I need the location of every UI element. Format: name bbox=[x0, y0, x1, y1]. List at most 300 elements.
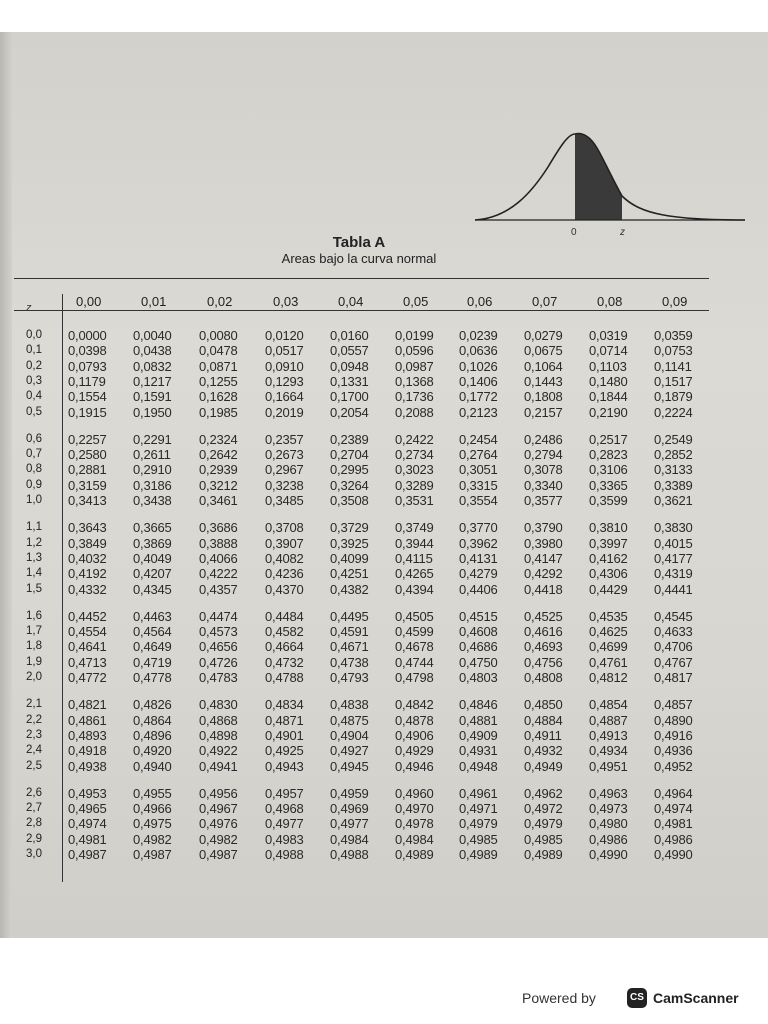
table-cell: 0,3212 bbox=[199, 477, 238, 493]
table-cell: 0,3577 bbox=[524, 493, 563, 508]
table-cell: 0,4960 bbox=[395, 785, 434, 801]
table-cell: 0,4989 bbox=[524, 847, 563, 862]
table-cell: 0,4896 bbox=[133, 727, 172, 743]
table-cell: 0,1915 bbox=[68, 404, 107, 420]
table-cell: 0,4968 bbox=[265, 801, 304, 817]
table-cell: 0,3907 bbox=[265, 535, 304, 551]
z-value-label: 1,4 bbox=[26, 567, 42, 580]
table-cell: 0,3888 bbox=[199, 535, 238, 551]
table-cell: 0,4945 bbox=[330, 758, 369, 774]
column-header: 0,07 bbox=[532, 294, 558, 309]
table-cell: 0,4418 bbox=[524, 581, 563, 597]
table-cell: 0,4893 bbox=[68, 727, 107, 743]
z-column-header: z bbox=[26, 302, 32, 314]
table-cell: 0,0636 bbox=[459, 343, 498, 359]
table-cell: 0,3531 bbox=[395, 493, 434, 508]
table-cell: 0,4956 bbox=[199, 785, 238, 801]
table-cell: 0,4982 bbox=[133, 831, 172, 847]
table-cell: 0,3289 bbox=[395, 477, 434, 493]
table-cell: 0,4772 bbox=[68, 670, 107, 685]
table-cell: 0,4850 bbox=[524, 697, 563, 713]
table-cell: 0,2881 bbox=[68, 462, 107, 478]
column-header: 0,02 bbox=[207, 294, 233, 309]
table-cell: 0,4940 bbox=[133, 758, 172, 774]
table-cell: 0,0910 bbox=[265, 358, 304, 374]
table-cell: 0,2257 bbox=[68, 431, 107, 447]
table-cell: 0,4192 bbox=[68, 566, 107, 582]
table-cell: 0,2019 bbox=[265, 404, 304, 420]
table-cell: 0,0557 bbox=[330, 343, 369, 359]
table-cell: 0,4573 bbox=[199, 624, 238, 640]
table-cell: 0,4884 bbox=[524, 712, 563, 728]
table-cell: 0,4207 bbox=[133, 566, 172, 582]
table-cell: 0,4671 bbox=[330, 639, 369, 655]
camscanner-brand: CamScanner bbox=[653, 990, 739, 1006]
table-cell: 0,4236 bbox=[265, 566, 304, 582]
table-cell: 0,1141 bbox=[654, 358, 692, 374]
table-cell: 0,4961 bbox=[459, 785, 498, 801]
table-cell: 0,3749 bbox=[395, 520, 434, 536]
table-cell: 0,2486 bbox=[524, 431, 563, 447]
table-cell: 0,3461 bbox=[199, 493, 238, 508]
table-cell: 0,1879 bbox=[654, 389, 693, 405]
table-cell: 0,4370 bbox=[265, 581, 304, 597]
table-cell: 0,4966 bbox=[133, 801, 172, 817]
table-cell: 0,4904 bbox=[330, 727, 369, 743]
table-cell: 0,2939 bbox=[199, 462, 238, 478]
table-cell: 0,0948 bbox=[330, 358, 369, 374]
table-cell: 0,1844 bbox=[589, 389, 628, 405]
table-cell: 0,0279 bbox=[524, 328, 563, 343]
table-cell: 0,2389 bbox=[330, 431, 369, 447]
table-cell: 0,2190 bbox=[589, 404, 628, 420]
page-binding-edge bbox=[0, 32, 12, 938]
table-cell: 0,4616 bbox=[524, 624, 563, 640]
table-cell: 0,4984 bbox=[395, 831, 434, 847]
table-cell: 0,4881 bbox=[459, 712, 498, 728]
table-cell: 0,3133 bbox=[654, 462, 693, 478]
z-value-label: 1,0 bbox=[26, 494, 42, 506]
table-cell: 0,1480 bbox=[589, 373, 628, 389]
table-cell: 0,4965 bbox=[68, 801, 107, 817]
z-value-label: 1,6 bbox=[26, 609, 42, 622]
column-header: 0,09 bbox=[662, 294, 688, 309]
table-cell: 0,4875 bbox=[330, 712, 369, 728]
table-cell: 0,4147 bbox=[524, 550, 563, 566]
table-cell: 0,4934 bbox=[589, 743, 628, 759]
axis-label-z: z bbox=[620, 227, 625, 238]
table-cell: 0,4778 bbox=[133, 670, 172, 685]
table-cell: 0,0080 bbox=[199, 328, 238, 343]
table-cell: 0,4842 bbox=[395, 697, 434, 713]
table-cell: 0,1293 bbox=[265, 373, 304, 389]
table-cell: 0,4082 bbox=[265, 550, 304, 566]
table-cell: 0,3708 bbox=[265, 520, 304, 536]
z-value-label: 2,1 bbox=[26, 698, 42, 711]
z-value-label: 0,0 bbox=[26, 329, 42, 341]
table-cell: 0,3159 bbox=[68, 477, 107, 493]
table-cell: 0,4713 bbox=[68, 654, 107, 670]
table-cell: 0,4979 bbox=[459, 816, 498, 832]
table-cell: 0,4970 bbox=[395, 801, 434, 817]
z-value-label: 2,4 bbox=[26, 744, 42, 757]
table-cell: 0,0987 bbox=[395, 358, 434, 374]
axis-label-zero: 0 bbox=[571, 227, 577, 238]
table-cell: 0,4332 bbox=[68, 581, 107, 597]
table-cell: 0,4975 bbox=[133, 816, 172, 832]
table-cell: 0,3438 bbox=[133, 493, 172, 508]
table-cell: 0,4864 bbox=[133, 712, 172, 728]
table-cell: 0,1217 bbox=[133, 373, 172, 389]
table-cell: 0,0160 bbox=[330, 328, 369, 343]
table-cell: 0,4941 bbox=[199, 758, 238, 774]
table-cell: 0,4706 bbox=[654, 639, 693, 655]
table-cell: 0,4857 bbox=[654, 697, 693, 713]
table-cell: 0,4834 bbox=[265, 697, 304, 713]
table-cell: 0,3925 bbox=[330, 535, 369, 551]
table-cell: 0,0832 bbox=[133, 358, 172, 374]
table-cell: 0,2088 bbox=[395, 404, 434, 420]
table-cell: 0,3621 bbox=[654, 493, 693, 508]
table-cell: 0,4990 bbox=[654, 847, 693, 862]
table-cell: 0,2324 bbox=[199, 431, 238, 447]
table-cell: 0,4131 bbox=[459, 550, 498, 566]
table-cell: 0,4783 bbox=[199, 670, 238, 685]
table-cell: 0,4959 bbox=[330, 785, 369, 801]
table-cell: 0,4345 bbox=[133, 581, 172, 597]
table-cell: 0,4949 bbox=[524, 758, 563, 774]
table-cell: 0,4686 bbox=[459, 639, 498, 655]
table-cell: 0,1628 bbox=[199, 389, 238, 405]
table-cell: 0,4979 bbox=[524, 816, 563, 832]
z-value-label: 1,9 bbox=[26, 655, 42, 668]
table-cell: 0,4938 bbox=[68, 758, 107, 774]
table-cell: 0,4957 bbox=[265, 785, 304, 801]
z-value-label: 0,1 bbox=[26, 344, 42, 357]
z-value-label: 0,3 bbox=[26, 374, 42, 387]
table-cell: 0,4931 bbox=[459, 743, 498, 759]
z-value-label: 3,0 bbox=[26, 848, 42, 860]
table-cell: 0,4656 bbox=[199, 639, 238, 655]
table-cell: 0,3980 bbox=[524, 535, 563, 551]
table-cell: 0,3686 bbox=[199, 520, 238, 536]
powered-by-text: Powered by bbox=[522, 990, 596, 1006]
table-cell: 0,4909 bbox=[459, 727, 498, 743]
table-cell: 0,4976 bbox=[199, 816, 238, 832]
column-header: 0,00 bbox=[76, 294, 102, 309]
table-cell: 0,4719 bbox=[133, 654, 172, 670]
table-cell: 0,4927 bbox=[330, 743, 369, 759]
table-cell: 0,1700 bbox=[330, 389, 369, 405]
table-cell: 0,4962 bbox=[524, 785, 563, 801]
table-cell: 0,3599 bbox=[589, 493, 628, 508]
table-cell: 0,2157 bbox=[524, 404, 563, 420]
table-cell: 0,4726 bbox=[199, 654, 238, 670]
z-value-label: 2,0 bbox=[26, 671, 42, 683]
table-cell: 0,4980 bbox=[589, 816, 628, 832]
table-cell: 0,0438 bbox=[133, 343, 172, 359]
table-cell: 0,4394 bbox=[395, 581, 434, 597]
table-cell: 0,4974 bbox=[68, 816, 107, 832]
table-cell: 0,0319 bbox=[589, 328, 628, 343]
table-subtitle: Areas bajo la curva normal bbox=[281, 251, 437, 266]
table-cell: 0,2422 bbox=[395, 431, 434, 447]
table-cell: 0,4985 bbox=[524, 831, 563, 847]
table-cell: 0,1064 bbox=[524, 358, 563, 374]
table-cell: 0,0753 bbox=[654, 343, 693, 359]
table-cell: 0,4515 bbox=[459, 608, 498, 624]
table-cell: 0,1985 bbox=[199, 404, 238, 420]
table-cell: 0,4963 bbox=[589, 785, 628, 801]
table-cell: 0,4699 bbox=[589, 639, 628, 655]
table-cell: 0,0040 bbox=[133, 328, 172, 343]
table-cell: 0,2611 bbox=[133, 447, 171, 463]
z-value-label: 0,9 bbox=[26, 478, 42, 491]
table-cell: 0,1026 bbox=[459, 358, 498, 374]
table-cell: 0,3023 bbox=[395, 462, 434, 478]
table-cell: 0,4990 bbox=[589, 847, 628, 862]
table-cell: 0,4750 bbox=[459, 654, 498, 670]
z-value-label: 2,6 bbox=[26, 786, 42, 799]
table-cell: 0,4920 bbox=[133, 743, 172, 759]
column-header: 0,06 bbox=[467, 294, 493, 309]
table-cell: 0,4986 bbox=[654, 831, 693, 847]
table-cell: 0,4977 bbox=[330, 816, 369, 832]
z-value-label: 0,2 bbox=[26, 359, 42, 372]
table-cell: 0,0120 bbox=[265, 328, 304, 343]
table-cell: 0,4382 bbox=[330, 581, 369, 597]
table-cell: 0,4693 bbox=[524, 639, 563, 655]
table-cell: 0,2995 bbox=[330, 462, 369, 478]
table-cell: 0,4177 bbox=[654, 550, 693, 566]
table-cell: 0,4793 bbox=[330, 670, 369, 685]
table-cell: 0,2580 bbox=[68, 447, 107, 463]
table-cell: 0,4066 bbox=[199, 550, 238, 566]
z-value-label: 1,2 bbox=[26, 536, 42, 549]
table-cell: 0,4967 bbox=[199, 801, 238, 817]
z-value-label: 2,3 bbox=[26, 728, 42, 741]
column-header: 0,05 bbox=[403, 294, 429, 309]
table-cell: 0,0239 bbox=[459, 328, 498, 343]
table-cell: 0,1736 bbox=[395, 389, 434, 405]
table-cell: 0,4984 bbox=[330, 831, 369, 847]
table-cell: 0,4495 bbox=[330, 608, 369, 624]
table-cell: 0,4972 bbox=[524, 801, 563, 817]
table-cell: 0,4633 bbox=[654, 624, 693, 640]
table-cell: 0,2910 bbox=[133, 462, 172, 478]
table-cell: 0,2549 bbox=[654, 431, 693, 447]
table-cell: 0,4484 bbox=[265, 608, 304, 624]
table-cell: 0,4115 bbox=[395, 550, 433, 566]
table-cell: 0,3413 bbox=[68, 493, 107, 508]
table-cell: 0,1255 bbox=[199, 373, 238, 389]
table-cell: 0,4732 bbox=[265, 654, 304, 670]
table-cell: 0,4989 bbox=[459, 847, 498, 862]
table-cell: 0,4838 bbox=[330, 697, 369, 713]
table-cell: 0,4890 bbox=[654, 712, 693, 728]
table-cell: 0,4969 bbox=[330, 801, 369, 817]
table-cell: 0,3106 bbox=[589, 462, 628, 478]
table-cell: 0,4319 bbox=[654, 566, 693, 582]
z-value-label: 1,8 bbox=[26, 640, 42, 653]
table-cell: 0,4406 bbox=[459, 581, 498, 597]
normal-curve-figure bbox=[470, 122, 750, 242]
z-value-label: 2,5 bbox=[26, 759, 42, 772]
z-value-label: 0,4 bbox=[26, 390, 42, 403]
table-cell: 0,4971 bbox=[459, 801, 498, 817]
table-cell: 0,2967 bbox=[265, 462, 304, 478]
table-cell: 0,1591 bbox=[133, 389, 172, 405]
table-cell: 0,4817 bbox=[654, 670, 693, 685]
table-cell: 0,2224 bbox=[654, 404, 693, 420]
column-header: 0,03 bbox=[273, 294, 299, 309]
table-cell: 0,3078 bbox=[524, 462, 563, 478]
table-cell: 0,1517 bbox=[654, 373, 693, 389]
table-cell: 0,4913 bbox=[589, 727, 628, 743]
table-cell: 0,4015 bbox=[654, 535, 693, 551]
table-title: Tabla A bbox=[332, 234, 386, 251]
table-cell: 0,1772 bbox=[459, 389, 498, 405]
table-cell: 0,4974 bbox=[654, 801, 693, 817]
table-cell: 0,4803 bbox=[459, 670, 498, 685]
table-cell: 0,4545 bbox=[654, 608, 693, 624]
table-cell: 0,4505 bbox=[395, 608, 434, 624]
table-cell: 0,4826 bbox=[133, 697, 172, 713]
table-cell: 0,3389 bbox=[654, 477, 693, 493]
table-cell: 0,4986 bbox=[589, 831, 628, 847]
table-cell: 0,4608 bbox=[459, 624, 498, 640]
z-value-label: 0,8 bbox=[26, 463, 42, 476]
table-cell: 0,4987 bbox=[133, 847, 172, 862]
table-cell: 0,2704 bbox=[330, 447, 369, 463]
table-cell: 0,1443 bbox=[524, 373, 563, 389]
table-cell: 0,4906 bbox=[395, 727, 434, 743]
table-cell: 0,4983 bbox=[265, 831, 304, 847]
table-cell: 0,1808 bbox=[524, 389, 563, 405]
table-cell: 0,3643 bbox=[68, 520, 107, 536]
z-value-label: 1,5 bbox=[26, 582, 42, 595]
z-value-label: 0,7 bbox=[26, 448, 42, 461]
table-cell: 0,3665 bbox=[133, 520, 172, 536]
z-column-divider bbox=[62, 294, 63, 882]
table-cell: 0,4821 bbox=[68, 697, 107, 713]
table-cell: 0,4985 bbox=[459, 831, 498, 847]
table-cell: 0,4925 bbox=[265, 743, 304, 759]
table-cell: 0,4525 bbox=[524, 608, 563, 624]
table-cell: 0,4761 bbox=[589, 654, 628, 670]
table-cell: 0,3997 bbox=[589, 535, 628, 551]
table-cell: 0,4936 bbox=[654, 743, 693, 759]
table-cell: 0,0871 bbox=[199, 358, 238, 374]
table-cell: 0,4292 bbox=[524, 566, 563, 582]
table-cell: 0,4641 bbox=[68, 639, 107, 655]
table-cell: 0,4554 bbox=[68, 624, 107, 640]
table-cell: 0,4981 bbox=[68, 831, 107, 847]
table-cell: 0,4861 bbox=[68, 712, 107, 728]
z-value-label: 2,7 bbox=[26, 802, 42, 815]
table-cell: 0,4599 bbox=[395, 624, 434, 640]
table-cell: 0,0517 bbox=[265, 343, 304, 359]
table-cell: 0,3944 bbox=[395, 535, 434, 551]
table-cell: 0,4973 bbox=[589, 801, 628, 817]
table-cell: 0,4978 bbox=[395, 816, 434, 832]
table-cell: 0,0359 bbox=[654, 328, 693, 343]
table-cell: 0,4981 bbox=[654, 816, 693, 832]
table-cell: 0,2357 bbox=[265, 431, 304, 447]
z-value-label: 2,9 bbox=[26, 832, 42, 845]
table-cell: 0,4943 bbox=[265, 758, 304, 774]
table-cell: 0,4887 bbox=[589, 712, 628, 728]
table-cell: 0,3238 bbox=[265, 477, 304, 493]
table-cell: 0,4452 bbox=[68, 608, 107, 624]
shaded-area bbox=[575, 134, 622, 220]
table-cell: 0,1368 bbox=[395, 373, 434, 389]
table-cell: 0,4738 bbox=[330, 654, 369, 670]
table-cell: 0,4678 bbox=[395, 639, 434, 655]
table-cell: 0,3770 bbox=[459, 520, 498, 536]
header-rule bbox=[14, 310, 709, 311]
table-cell: 0,4982 bbox=[199, 831, 238, 847]
table-cell: 0,3830 bbox=[654, 520, 693, 536]
table-cell: 0,4901 bbox=[265, 727, 304, 743]
table-cell: 0,4306 bbox=[589, 566, 628, 582]
table-cell: 0,4988 bbox=[265, 847, 304, 862]
table-cell: 0,3485 bbox=[265, 493, 304, 508]
table-cell: 0,1950 bbox=[133, 404, 172, 420]
table-cell: 0,2642 bbox=[199, 447, 238, 463]
table-cell: 0,4429 bbox=[589, 581, 628, 597]
table-cell: 0,4049 bbox=[133, 550, 172, 566]
table-cell: 0,4932 bbox=[524, 743, 563, 759]
table-cell: 0,4977 bbox=[265, 816, 304, 832]
table-cell: 0,4871 bbox=[265, 712, 304, 728]
table-cell: 0,3264 bbox=[330, 477, 369, 493]
table-cell: 0,4625 bbox=[589, 624, 628, 640]
table-cell: 0,0675 bbox=[524, 343, 563, 359]
z-value-label: 0,5 bbox=[26, 405, 42, 418]
table-cell: 0,4987 bbox=[199, 847, 238, 862]
z-value-label: 1,3 bbox=[26, 551, 42, 564]
table-cell: 0,4911 bbox=[524, 727, 562, 743]
table-cell: 0,3315 bbox=[459, 477, 498, 493]
top-rule bbox=[14, 278, 709, 279]
table-cell: 0,3051 bbox=[459, 462, 498, 478]
table-cell: 0,4162 bbox=[589, 550, 628, 566]
table-cell: 0,4812 bbox=[589, 670, 628, 685]
z-value-label: 0,6 bbox=[26, 432, 42, 445]
table-cell: 0,4798 bbox=[395, 670, 434, 685]
table-cell: 0,4357 bbox=[199, 581, 238, 597]
table-cell: 0,4878 bbox=[395, 712, 434, 728]
table-cell: 0,4952 bbox=[654, 758, 693, 774]
table-cell: 0,4649 bbox=[133, 639, 172, 655]
table-cell: 0,4922 bbox=[199, 743, 238, 759]
table-cell: 0,4582 bbox=[265, 624, 304, 640]
table-cell: 0,4564 bbox=[133, 624, 172, 640]
table-cell: 0,4989 bbox=[395, 847, 434, 862]
table-cell: 0,1406 bbox=[459, 373, 498, 389]
table-cell: 0,4032 bbox=[68, 550, 107, 566]
table-cell: 0,2291 bbox=[133, 431, 172, 447]
table-cell: 0,4099 bbox=[330, 550, 369, 566]
table-cell: 0,0000 bbox=[68, 328, 107, 343]
table-cell: 0,4463 bbox=[133, 608, 172, 624]
table-cell: 0,3554 bbox=[459, 493, 498, 508]
table-cell: 0,4854 bbox=[589, 697, 628, 713]
table-cell: 0,4953 bbox=[68, 785, 107, 801]
table-cell: 0,3869 bbox=[133, 535, 172, 551]
table-cell: 0,4279 bbox=[459, 566, 498, 582]
